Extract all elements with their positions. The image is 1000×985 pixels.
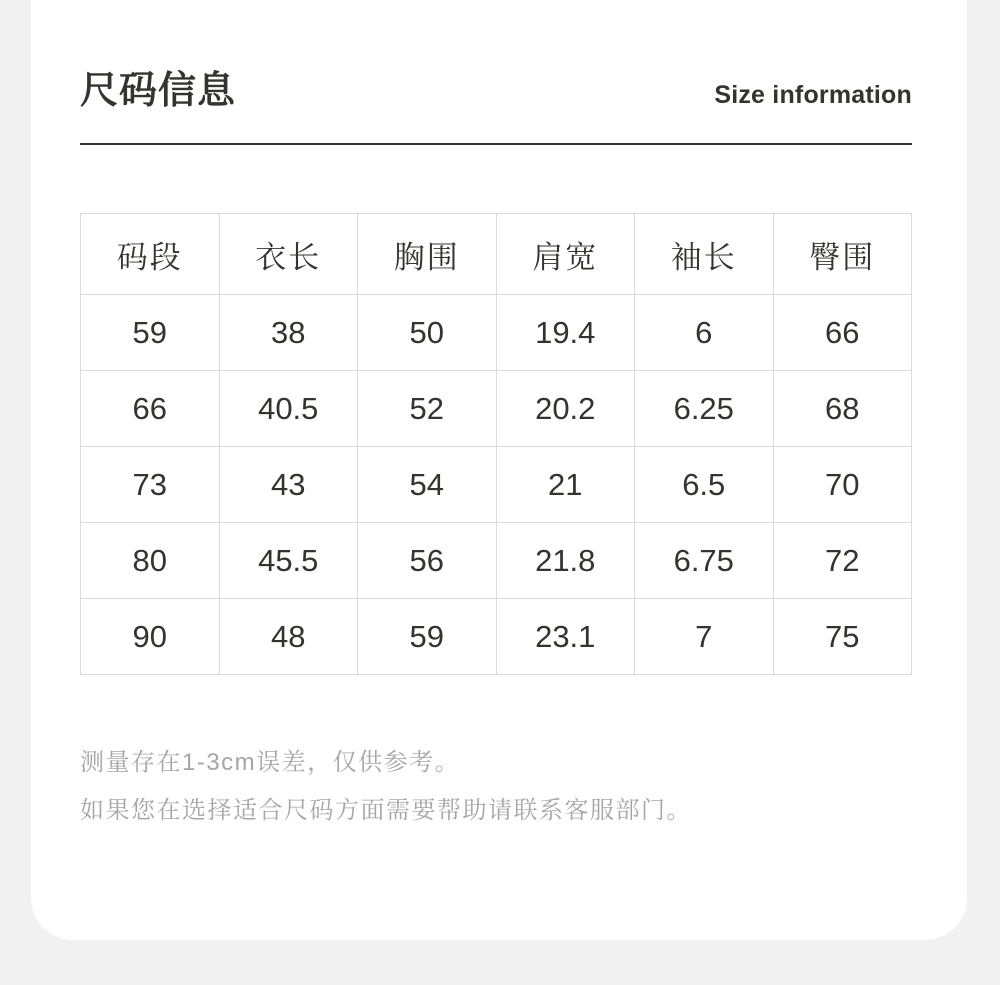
size-info-content xyxy=(31,0,967,828)
column-header-size-segment: 码段 xyxy=(81,214,220,295)
column-header-hip: 臀围 xyxy=(773,214,912,295)
size-cell: 43 xyxy=(219,447,358,523)
size-cell: 90 xyxy=(81,599,220,675)
size-cell: 19.4 xyxy=(496,295,635,371)
header-divider xyxy=(80,143,912,145)
size-cell: 6.75 xyxy=(635,523,774,599)
size-table-row xyxy=(81,523,912,599)
size-info-card xyxy=(31,0,967,940)
note-measurement-tolerance: 测量存在1-3cm误差，仅供参考。 xyxy=(80,749,461,776)
column-header-chest: 胸围 xyxy=(358,214,497,295)
column-header-shoulder: 肩宽 xyxy=(496,214,635,295)
size-cell: 50 xyxy=(358,295,497,371)
section-title-zh: 尺码信息 xyxy=(80,70,237,112)
size-cell: 21.8 xyxy=(496,523,635,599)
size-cell: 52 xyxy=(358,371,497,447)
size-cell: 59 xyxy=(358,599,497,675)
size-table-row xyxy=(81,599,912,675)
size-table-row xyxy=(81,371,912,447)
size-cell: 45.5 xyxy=(219,523,358,599)
size-cell: 73 xyxy=(81,447,220,523)
size-cell: 66 xyxy=(773,295,912,371)
note-contact-support: 如果您在选择适合尺码方面需要帮助请联系客服部门。 xyxy=(80,797,692,824)
size-cell: 48 xyxy=(219,599,358,675)
size-cell: 21 xyxy=(496,447,635,523)
size-cell: 80 xyxy=(81,523,220,599)
size-table-row xyxy=(81,295,912,371)
size-cell: 6.25 xyxy=(635,371,774,447)
size-cell: 20.2 xyxy=(496,371,635,447)
size-cell: 40.5 xyxy=(219,371,358,447)
size-cell: 70 xyxy=(773,447,912,523)
size-cell: 66 xyxy=(81,371,220,447)
size-cell: 59 xyxy=(81,295,220,371)
size-table-row xyxy=(81,447,912,523)
size-cell: 56 xyxy=(358,523,497,599)
section-title-en: Size information xyxy=(714,81,912,109)
size-cell: 6.5 xyxy=(635,447,774,523)
size-cell: 72 xyxy=(773,523,912,599)
size-cell: 68 xyxy=(773,371,912,447)
size-cell: 7 xyxy=(635,599,774,675)
size-cell: 75 xyxy=(773,599,912,675)
size-cell: 54 xyxy=(358,447,497,523)
column-header-garment-length: 衣长 xyxy=(219,214,358,295)
size-table xyxy=(80,213,912,675)
column-header-sleeve: 袖长 xyxy=(635,214,774,295)
size-cell: 23.1 xyxy=(496,599,635,675)
section-header xyxy=(80,68,912,114)
size-table-header-row xyxy=(81,214,912,295)
size-cell: 6 xyxy=(635,295,774,371)
size-cell: 38 xyxy=(219,295,358,371)
